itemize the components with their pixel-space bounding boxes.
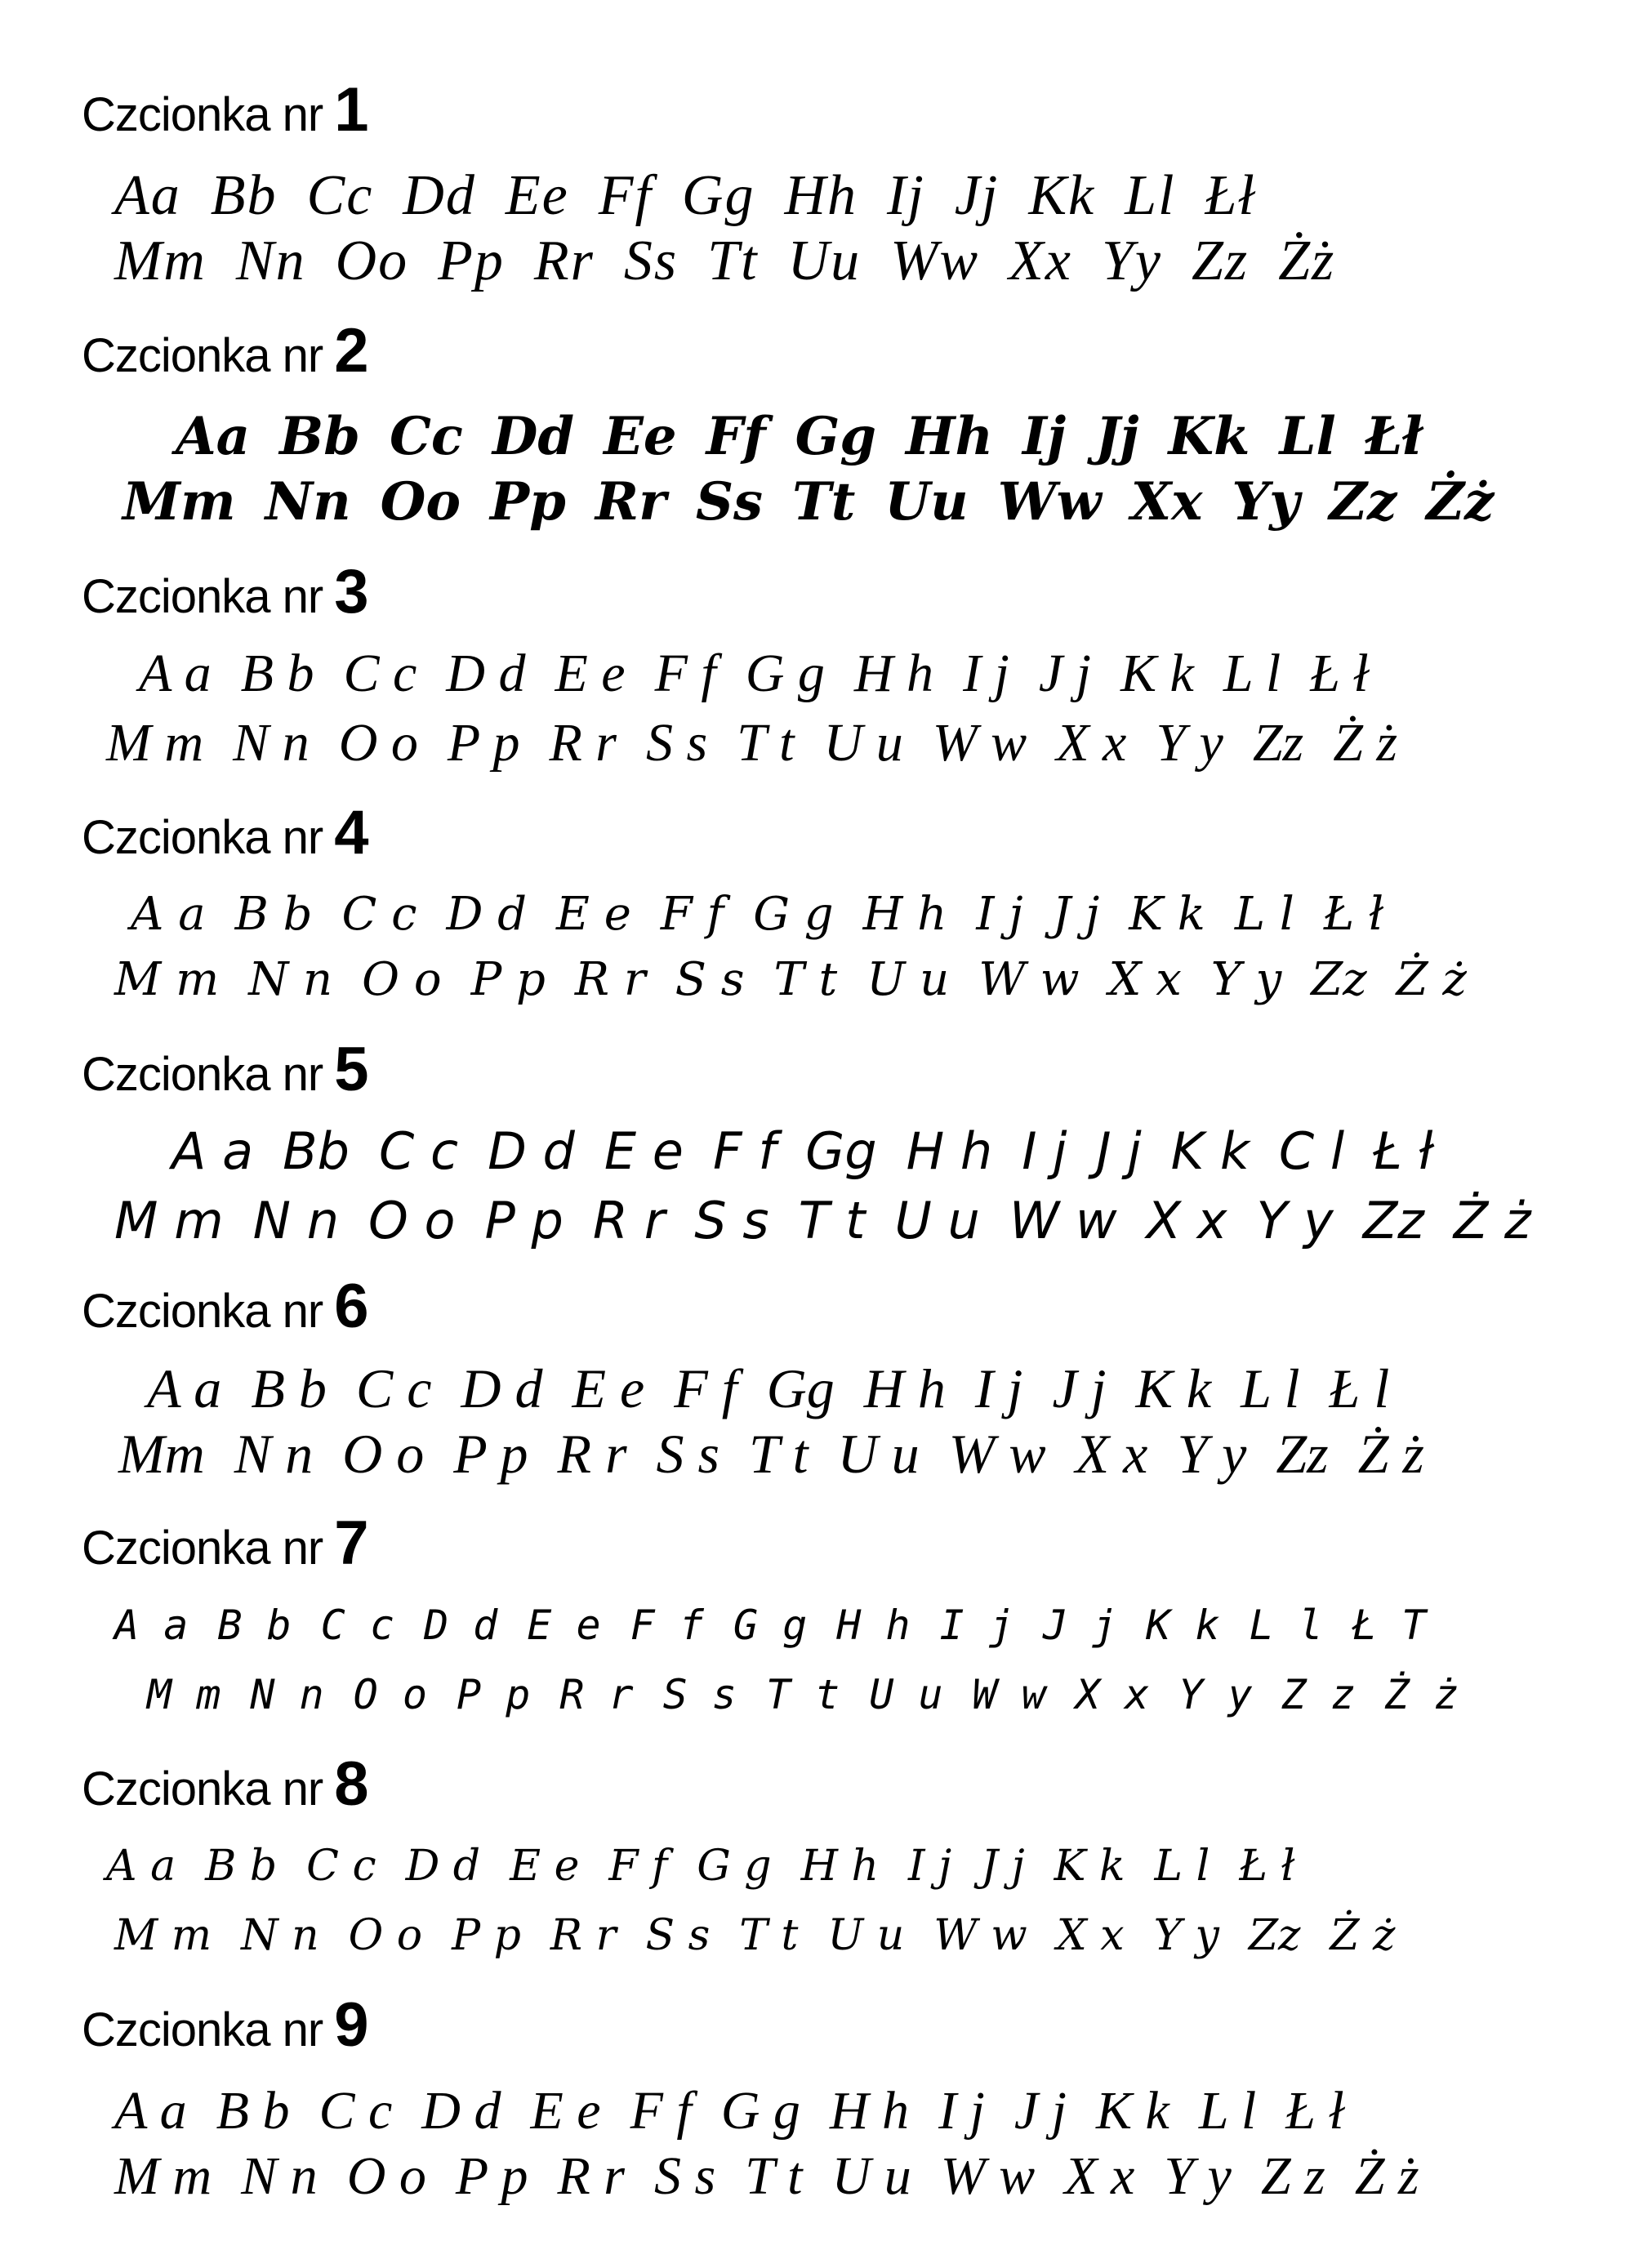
letter-pair: B b <box>216 2081 290 2141</box>
letter-pair: E e <box>555 644 626 703</box>
letter-pair: U u <box>869 1671 943 1718</box>
letter-pair: R r <box>559 1671 634 1718</box>
heading-prefix: Czcionka nr <box>82 2003 323 2056</box>
letter-pair: Pp <box>438 229 505 292</box>
letter-pair: Ee <box>505 164 569 227</box>
letter-pair: Ł T <box>1352 1602 1427 1649</box>
alphabet-row <box>114 947 1496 1013</box>
letter-pair: E e <box>604 1121 684 1181</box>
letter-pair: Ee <box>604 406 677 467</box>
letter-pair: B b <box>217 1602 292 1649</box>
alphabet-row <box>118 1421 1454 1486</box>
letter-pair: D d <box>423 1602 498 1649</box>
heading-prefix: Czcionka nr <box>82 329 323 382</box>
letter-pair: J j <box>1096 1121 1142 1181</box>
alphabet-row <box>114 1593 1455 1658</box>
letter-pair: F f <box>660 888 724 941</box>
letter-pair: O o <box>338 713 418 773</box>
letter-pair: B b <box>240 644 314 703</box>
letter-pair: H h <box>829 2081 910 2141</box>
letter-pair: Ż ż <box>1396 953 1467 1006</box>
letter-pair: Ł l <box>1329 1357 1390 1419</box>
letter-pair: P p <box>455 2146 528 2206</box>
font-heading <box>82 1035 368 1104</box>
letter-pair: K k <box>1096 2081 1169 2141</box>
letter-pair: Pp <box>490 471 566 532</box>
letter-pair: U u <box>894 1191 980 1250</box>
letter-pair: R r <box>557 2146 625 2206</box>
alphabet-row <box>147 1356 1419 1421</box>
letter-pair: X x <box>1056 1911 1125 1960</box>
letter-pair: A a <box>172 1121 254 1181</box>
letter-pair: E e <box>556 888 631 941</box>
letter-pair: W w <box>972 1671 1046 1718</box>
letter-pair: S s <box>694 1191 769 1250</box>
letter-pair: M m <box>114 2146 212 2206</box>
letter-pair: R r <box>592 1191 666 1250</box>
letter-pair: X x <box>1064 2146 1135 2206</box>
letter-pair: Y y <box>1178 1671 1253 1718</box>
letter-pair: Kk <box>1168 406 1250 467</box>
letter-pair: L l <box>1198 2081 1257 2141</box>
letter-pair: Oo <box>335 229 409 292</box>
letter-pair: P p <box>447 713 520 773</box>
letter-pair: Ż ż <box>1357 1423 1424 1485</box>
letter-pair: N n <box>234 1423 314 1485</box>
letter-pair: Nn <box>265 471 351 532</box>
letter-pair: S s <box>653 2146 716 2206</box>
font-number: 9 <box>334 1990 368 2060</box>
letter-pair: A a <box>114 2081 187 2141</box>
letter-pair: L l <box>1234 888 1294 941</box>
letter-pair: P p <box>452 1911 521 1960</box>
letter-pair: C c <box>355 1357 432 1419</box>
letter-pair: Zz <box>1248 1911 1301 1960</box>
letter-pair: D d <box>446 644 526 703</box>
letter-pair: P p <box>484 1191 564 1250</box>
letter-pair: Dd <box>492 406 575 467</box>
letter-pair: G g <box>697 1842 772 1891</box>
letter-pair: Żż <box>1426 471 1495 532</box>
letter-pair: M m <box>114 953 220 1006</box>
letter-pair: Y y <box>1164 2146 1232 2206</box>
letter-pair: D d <box>488 1121 575 1181</box>
letter-pair: A a <box>131 888 206 941</box>
letter-pair: Y y <box>1153 1911 1219 1960</box>
letter-pair: N n <box>252 1191 339 1250</box>
alphabet-row <box>131 882 1413 947</box>
letter-pair: D d <box>421 2081 501 2141</box>
letter-pair: Mm <box>123 471 236 532</box>
heading-prefix: Czcionka nr <box>82 88 323 141</box>
font-number: 6 <box>334 1272 368 1341</box>
letter-pair: F f <box>674 1357 737 1419</box>
letter-pair: Jj <box>954 164 1000 227</box>
letter-pair: H h <box>853 644 934 703</box>
letter-pair: L l <box>1223 644 1281 703</box>
letter-pair: N n <box>241 1911 319 1960</box>
letter-pair: Zz <box>1276 1423 1329 1485</box>
letter-pair: U u <box>867 953 950 1006</box>
letter-pair: Mm <box>118 1423 205 1485</box>
letter-pair: J j <box>1052 888 1100 941</box>
letter-pair: D d <box>405 1842 481 1891</box>
letter-pair: Ł ł <box>1323 888 1384 941</box>
letter-pair: N n <box>250 1671 324 1718</box>
letter-pair: Cc <box>389 406 463 467</box>
letter-pair: U u <box>831 2146 911 2206</box>
alphabet-row <box>106 711 1427 776</box>
letter-pair: T t <box>745 2146 803 2206</box>
letter-pair: Bb <box>210 164 278 227</box>
letter-pair: W w <box>978 953 1080 1006</box>
letter-pair: J j <box>1042 1602 1117 1649</box>
letter-pair: O o <box>346 2146 426 2206</box>
letter-pair: S s <box>656 1423 720 1485</box>
letter-pair: D d <box>446 888 528 941</box>
letter-pair: F f <box>630 1602 704 1649</box>
alphabet-row <box>114 2079 1374 2144</box>
letter-pair: S s <box>645 1911 711 1960</box>
letter-pair: W w <box>932 713 1027 773</box>
letter-pair: U u <box>823 713 903 773</box>
letter-pair: Uu <box>787 229 862 292</box>
letter-pair: Ij <box>887 164 925 227</box>
font-heading <box>82 1749 368 1819</box>
letter-pair: Gg <box>681 164 755 227</box>
letter-pair: M m <box>114 1191 224 1250</box>
letter-pair: Hh <box>906 406 993 467</box>
letter-pair: K k <box>1129 888 1205 941</box>
letter-pair: K k <box>1135 1357 1212 1419</box>
letter-pair: A a <box>147 1357 222 1419</box>
letter-pair: I j <box>938 2081 985 2141</box>
font-number: 3 <box>334 557 368 626</box>
letter-pair: T t <box>773 953 838 1006</box>
font-heading <box>82 1272 368 1341</box>
letter-pair: W w <box>933 1911 1027 1960</box>
alphabet-row <box>172 1119 1463 1184</box>
letter-pair: S s <box>645 713 708 773</box>
letter-pair: R r <box>549 713 617 773</box>
letter-pair: Zz <box>1329 471 1397 532</box>
letter-pair: I j <box>976 888 1023 941</box>
letter-pair: C c <box>343 644 417 703</box>
letter-pair: Ł ł <box>1239 1842 1295 1891</box>
letter-pair: Żż <box>1278 229 1336 292</box>
letter-pair: T t <box>749 1423 809 1485</box>
letter-pair: A a <box>139 644 212 703</box>
letter-pair: S s <box>675 953 745 1006</box>
letter-pair: M m <box>114 1911 212 1960</box>
font-number: 1 <box>334 75 368 145</box>
alphabet-row <box>147 1662 1488 1727</box>
letter-pair: X x <box>1108 953 1182 1006</box>
letter-pair: J j <box>1052 1357 1107 1419</box>
letter-pair: Rr <box>533 229 595 292</box>
letter-pair: H h <box>906 1121 993 1181</box>
letter-pair: U u <box>837 1423 920 1485</box>
letter-pair: G g <box>745 644 825 703</box>
letter-pair: H h <box>836 1602 911 1649</box>
letter-pair: Yy <box>1101 229 1162 292</box>
letter-pair: Ff <box>598 164 653 227</box>
letter-pair: R r <box>550 1911 617 1960</box>
font-heading <box>82 316 368 385</box>
font-number: 4 <box>334 798 368 867</box>
letter-pair: Y y <box>1177 1423 1247 1485</box>
letter-pair: P p <box>453 1423 528 1485</box>
letter-pair: O o <box>353 1671 427 1718</box>
letter-pair: O o <box>342 1423 425 1485</box>
letter-pair: Ł ł <box>1285 2081 1344 2141</box>
letter-pair: C c <box>306 1842 376 1891</box>
letter-pair: A a <box>114 1602 189 1649</box>
letter-pair: Aa <box>176 406 251 467</box>
letter-pair: C c <box>341 888 417 941</box>
letter-pair: Gg <box>766 1357 835 1419</box>
letter-pair: I j <box>907 1842 952 1891</box>
heading-prefix: Czcionka nr <box>82 1285 323 1338</box>
letter-pair: Tt <box>792 471 856 532</box>
letter-pair: F f <box>608 1842 668 1891</box>
letter-pair: B b <box>251 1357 327 1419</box>
letter-pair: Łł <box>1205 164 1256 227</box>
letter-pair: A a <box>106 1842 176 1891</box>
letter-pair: I j <box>974 1357 1023 1419</box>
font-heading <box>82 1990 368 2060</box>
heading-prefix: Czcionka nr <box>82 570 323 623</box>
letter-pair: Oo <box>380 471 461 532</box>
letter-pair: Tt <box>707 229 759 292</box>
letter-pair: H h <box>862 888 947 941</box>
letter-pair: Łł <box>1365 406 1423 467</box>
letter-pair: C c <box>319 2081 393 2141</box>
letter-pair: Xx <box>1130 471 1203 532</box>
letter-pair: W w <box>1009 1191 1117 1250</box>
alphabet-row <box>114 1903 1424 1968</box>
letter-pair: F f <box>712 1121 777 1181</box>
letter-pair: W w <box>948 1423 1046 1485</box>
letter-pair: Zz <box>1252 713 1304 773</box>
letter-pair: Yy <box>1232 471 1300 532</box>
letter-pair: Jj <box>1095 406 1139 467</box>
letter-pair: K k <box>1054 1842 1125 1891</box>
alphabet-row <box>106 1834 1324 1899</box>
letter-pair: Gg <box>805 1121 877 1181</box>
alphabet-row <box>114 1188 1561 1254</box>
letter-pair: Zz <box>1191 229 1250 292</box>
letter-pair: Ł ł <box>1310 644 1369 703</box>
letter-pair: Y y <box>1156 713 1223 773</box>
letter-pair: Ł ł <box>1374 1121 1433 1181</box>
letter-pair: Ż ż <box>1453 1191 1531 1250</box>
letter-pair: N n <box>248 953 333 1006</box>
letter-pair: C c <box>379 1121 459 1181</box>
alphabet-row <box>114 163 1285 229</box>
letter-pair: Ż ż <box>1333 713 1398 773</box>
letter-pair: O o <box>348 1911 423 1960</box>
letter-pair: Y y <box>1256 1191 1334 1250</box>
letter-pair: F f <box>654 644 716 703</box>
letter-pair: J j <box>1014 2081 1067 2141</box>
letter-pair: E e <box>527 1602 601 1649</box>
letter-pair: Cc <box>306 164 374 227</box>
letter-pair: H h <box>863 1357 946 1419</box>
letter-pair: B b <box>234 888 313 941</box>
letter-pair: K k <box>1120 644 1194 703</box>
letter-pair: Ww <box>997 471 1102 532</box>
letter-pair: Hh <box>784 164 858 227</box>
letter-pair: M m <box>147 1671 221 1718</box>
letter-pair: M m <box>106 713 204 773</box>
letter-pair: F f <box>630 2081 692 2141</box>
font-heading <box>82 557 368 626</box>
letter-pair: X x <box>1075 1423 1148 1485</box>
letter-pair: N n <box>241 2146 318 2206</box>
letter-pair: H h <box>800 1842 879 1891</box>
letter-pair: R r <box>557 1423 627 1485</box>
letter-pair: Ll <box>1125 164 1176 227</box>
heading-prefix: Czcionka nr <box>82 1048 323 1101</box>
letter-pair: Bb <box>279 406 360 467</box>
font-heading <box>82 798 368 867</box>
letter-pair: Nn <box>235 229 306 292</box>
letter-pair: Ż ż <box>1384 1671 1459 1718</box>
letter-pair: T t <box>739 1911 799 1960</box>
letter-pair: Kk <box>1028 164 1096 227</box>
letter-pair: Zz <box>1311 953 1367 1006</box>
letter-pair: U u <box>827 1911 905 1960</box>
letter-pair: Ż ż <box>1330 1911 1396 1960</box>
letter-pair: J j <box>1038 644 1092 703</box>
letter-pair: L l <box>1241 1357 1300 1419</box>
letter-pair: Rr <box>595 471 666 532</box>
letter-pair: Ww <box>890 229 980 292</box>
letter-pair: E e <box>510 1842 580 1891</box>
alphabet-row <box>114 229 1365 294</box>
letter-pair: X x <box>1056 713 1127 773</box>
heading-prefix: Czcionka nr <box>82 1522 323 1575</box>
letter-pair: Dd <box>403 164 476 227</box>
letter-pair: Z z <box>1260 2146 1325 2206</box>
letter-pair: Ss <box>695 471 764 532</box>
letter-pair: N n <box>233 713 310 773</box>
letter-pair: X x <box>1146 1191 1227 1250</box>
letter-pair: G g <box>720 2081 800 2141</box>
letter-pair: Gg <box>795 406 876 467</box>
letter-pair: Xx <box>1009 229 1072 292</box>
font-number: 5 <box>334 1035 368 1104</box>
letter-pair: O o <box>368 1191 456 1250</box>
letter-pair: K k <box>1170 1121 1250 1181</box>
letter-pair: Z z <box>1281 1671 1356 1718</box>
letter-pair: B b <box>205 1842 278 1891</box>
letter-pair: G g <box>753 888 834 941</box>
letter-pair: Mm <box>114 229 207 292</box>
letter-pair: Ll <box>1279 406 1336 467</box>
letter-pair: T t <box>798 1191 866 1250</box>
letter-pair: Bb <box>283 1121 350 1181</box>
letter-pair: K k <box>1146 1602 1220 1649</box>
letter-pair: P p <box>470 953 546 1006</box>
letter-pair: D d <box>461 1357 543 1419</box>
letter-pair: E e <box>530 2081 601 2141</box>
letter-pair: S s <box>662 1671 737 1718</box>
letter-pair: L l <box>1154 1842 1210 1891</box>
font-number: 8 <box>334 1749 368 1819</box>
font-number: 7 <box>334 1508 368 1578</box>
font-heading <box>82 75 368 145</box>
letter-pair: I j <box>963 644 1009 703</box>
letter-pair: R r <box>574 953 646 1006</box>
letter-pair: W w <box>940 2146 1036 2206</box>
letter-pair: O o <box>362 953 442 1006</box>
letter-pair: I j <box>1022 1121 1067 1181</box>
letter-pair: Ż ż <box>1354 2146 1419 2206</box>
letter-pair: Uu <box>884 471 969 532</box>
font-number: 2 <box>334 316 368 385</box>
letter-pair: C c <box>320 1602 394 1649</box>
letter-pair: Ff <box>706 406 766 467</box>
letter-pair: J j <box>981 1842 1025 1891</box>
letter-pair: E e <box>572 1357 645 1419</box>
letter-pair: T t <box>765 1671 840 1718</box>
letter-pair: Ss <box>623 229 679 292</box>
letter-pair: Zz <box>1362 1191 1424 1250</box>
letter-pair: C l <box>1278 1121 1345 1181</box>
heading-prefix: Czcionka nr <box>82 1762 323 1816</box>
letter-pair: L l <box>1249 1602 1323 1649</box>
letter-pair: Y y <box>1210 953 1282 1006</box>
letter-pair: X x <box>1075 1671 1150 1718</box>
letter-pair: G g <box>733 1602 808 1649</box>
letter-pair: T t <box>737 713 795 773</box>
letter-pair: Aa <box>114 164 181 227</box>
font-heading <box>82 1508 368 1578</box>
alphabet-row <box>123 470 1523 535</box>
letter-pair: P p <box>456 1671 531 1718</box>
alphabet-row <box>114 2144 1449 2209</box>
alphabet-row <box>176 404 1452 470</box>
heading-prefix: Czcionka nr <box>82 811 323 864</box>
letter-pair: I j <box>939 1602 1014 1649</box>
letter-pair: Ij <box>1022 406 1067 467</box>
alphabet-row <box>139 641 1398 706</box>
